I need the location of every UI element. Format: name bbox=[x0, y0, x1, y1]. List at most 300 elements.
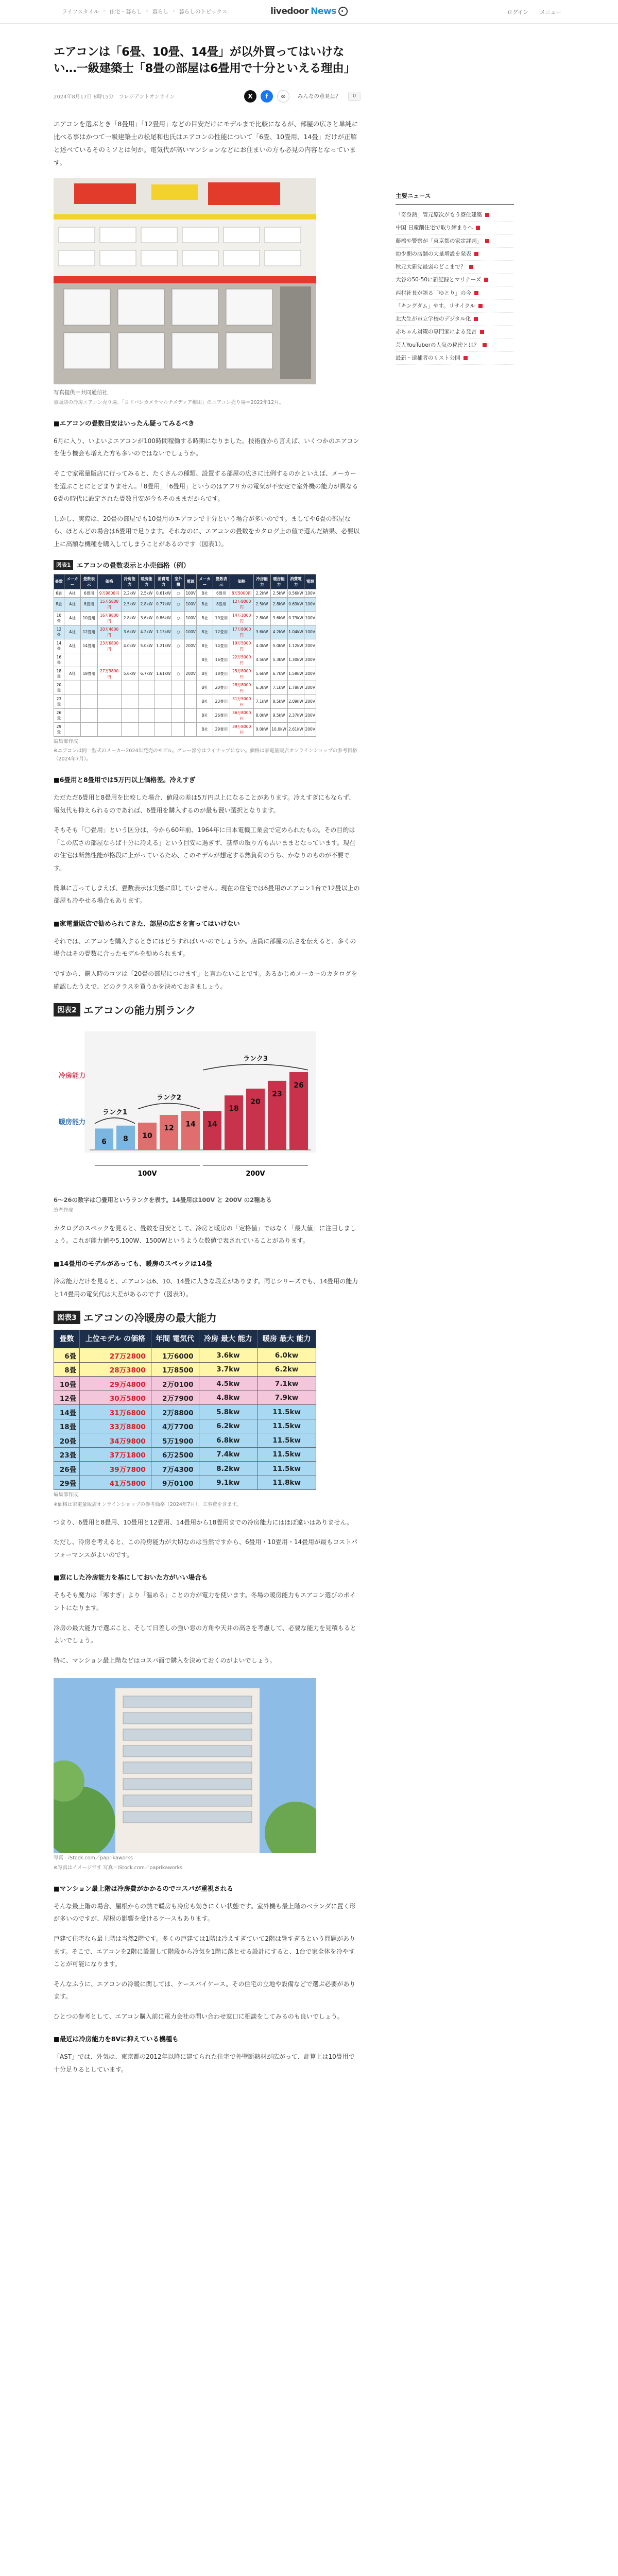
table-cell: 1.30kW bbox=[287, 653, 304, 667]
table-cell-heat: 7.1kw bbox=[258, 1377, 316, 1391]
new-badge-icon bbox=[483, 343, 487, 347]
table-cell bbox=[155, 708, 172, 722]
table-cell: 200V bbox=[185, 639, 196, 653]
table-cell: 0.69kW bbox=[287, 597, 304, 611]
table-row bbox=[54, 1447, 316, 1462]
section-heading: ■窓にした冷房能力を基にしておいた方がいい場合も bbox=[54, 1573, 208, 1582]
table-cell: 27万9800円 bbox=[97, 667, 121, 681]
table-cell: ○ bbox=[172, 589, 185, 597]
x-share-icon[interactable]: X bbox=[244, 90, 256, 103]
table-cell: 1.04kW bbox=[287, 625, 304, 639]
table-cell: 200V bbox=[185, 667, 196, 681]
table-cell-heat: 6.2kw bbox=[258, 1362, 316, 1377]
table-cell-cool: 6.2kw bbox=[199, 1419, 258, 1433]
article-source[interactable]: プレジデントオンライン bbox=[118, 94, 175, 100]
bar bbox=[160, 1115, 178, 1150]
top-bar bbox=[0, 0, 618, 24]
table-cell-heat: 7.9kw bbox=[258, 1391, 316, 1405]
table-cell-room: 20畳 bbox=[54, 1433, 80, 1448]
new-badge-icon bbox=[464, 356, 468, 360]
bar-label: 12 bbox=[164, 1124, 174, 1133]
table-cell-room: 10畳 bbox=[54, 1377, 80, 1391]
figure-tag: 図表1 bbox=[54, 560, 73, 570]
table-cell bbox=[97, 694, 121, 708]
table-cell: 4.0kW bbox=[121, 639, 138, 653]
table-row bbox=[54, 694, 316, 708]
section-heading: ■家電量販店で勧められてきた、部屋の広さを言ってはいけない bbox=[54, 919, 240, 927]
table-cell: 29畳用 bbox=[213, 722, 230, 736]
table-cell: 39万8000円 bbox=[230, 722, 253, 736]
table-cell: 2.8kW bbox=[121, 611, 138, 625]
breadcrumb-item[interactable]: ライフスタイル bbox=[62, 9, 99, 15]
new-badge-icon bbox=[480, 330, 484, 334]
table-cell bbox=[155, 681, 172, 694]
bar-label: 23 bbox=[272, 1090, 282, 1099]
table-body bbox=[54, 1348, 316, 1490]
bar bbox=[225, 1095, 243, 1150]
table-cell bbox=[172, 681, 185, 694]
paragraph: 戸建て住宅なら最上階は当然2階です。多くの戸建ては1階は冷えすぎていて2階は暑すぎるという問題があります。そこで、エアコンを2階に設置して階段から冷気を1階に落とせる設計にすると、1台で家全体を冷やすことが可能になります。 bbox=[54, 1935, 355, 1968]
table-cell: B社 bbox=[196, 639, 213, 653]
table-cell: 14畳 bbox=[54, 639, 64, 653]
capacity-rank-chart bbox=[54, 1021, 316, 1191]
table-cell bbox=[172, 708, 185, 722]
table-cell bbox=[185, 694, 196, 708]
table-cell-room: 18畳 bbox=[54, 1419, 80, 1433]
table-cell: 5.6kW bbox=[253, 667, 270, 681]
table-cell: 3.6kW bbox=[138, 611, 155, 625]
table-header: 畳数表示 bbox=[213, 574, 230, 589]
link-share-icon[interactable]: ∞ bbox=[277, 90, 289, 103]
news-list-item-title: 赤ちゃん対策の専門家による発言 bbox=[396, 329, 477, 335]
table-row bbox=[54, 597, 316, 611]
table-cell: 1.13kW bbox=[155, 625, 172, 639]
table-cell: 20畳用 bbox=[213, 681, 230, 694]
opinion-label[interactable]: みんなの意見は？ bbox=[298, 93, 341, 100]
table-cell: 22万5000円 bbox=[230, 653, 253, 667]
table-header: 年間 電気代 bbox=[151, 1330, 199, 1348]
table-cell: 200V bbox=[304, 681, 316, 694]
news-list-item[interactable] bbox=[396, 235, 514, 248]
table-cell bbox=[81, 681, 97, 694]
table-cell: 23万6800円 bbox=[97, 639, 121, 653]
table-header: 消費電力 bbox=[155, 574, 172, 589]
table-header: 上位モデル の価格 bbox=[80, 1330, 151, 1348]
table-cell-heat: 6.0kw bbox=[258, 1348, 316, 1363]
paragraph: 特に、マンション最上階などはコスパ面で購入を決めておくのがよいでしょう。 bbox=[54, 1656, 276, 1664]
table-cell bbox=[155, 653, 172, 667]
table-cell bbox=[64, 653, 80, 667]
top-nav bbox=[507, 8, 561, 16]
news-list-item[interactable] bbox=[396, 300, 514, 313]
breadcrumb-item[interactable]: 暮らし bbox=[152, 9, 169, 15]
new-badge-icon bbox=[476, 226, 480, 230]
table-cell-cost: 2万0100 bbox=[151, 1377, 199, 1391]
news-list-item-title: 最新・逮捕者のリスト公開 bbox=[396, 354, 460, 361]
section-heading: ■マンション最上階は冷房費がかかるのでコスパが重視される bbox=[54, 1884, 233, 1892]
opinion-count[interactable]: 0 bbox=[348, 92, 360, 101]
news-list-item-title: 「奇身熱」管元原次がもう寮仕建築 bbox=[396, 212, 482, 218]
article-photo-building bbox=[54, 1678, 316, 1853]
table-header-row bbox=[54, 1330, 316, 1348]
price-table bbox=[54, 574, 316, 737]
table-cell: 1.58kW bbox=[287, 667, 304, 681]
table-cell: 12畳用 bbox=[81, 625, 97, 639]
table-cell: 12畳 bbox=[54, 625, 64, 639]
table-cell: 4.2kW bbox=[270, 625, 287, 639]
logo-text: livedoor bbox=[270, 6, 309, 16]
table-cell bbox=[97, 722, 121, 736]
table-cell-cool: 4.5kw bbox=[199, 1377, 258, 1391]
news-list-item-title: 芸人YouTuberの人気の秘密とは？ bbox=[396, 342, 479, 348]
table-cell: 0.56kW bbox=[287, 589, 304, 597]
table-cell bbox=[172, 653, 185, 667]
table-cell: 2.09kW bbox=[287, 694, 304, 708]
new-badge-icon bbox=[484, 278, 488, 282]
table-cell-heat: 11.5kw bbox=[258, 1447, 316, 1462]
table-cell: B社 bbox=[196, 625, 213, 639]
table-cell: 2.61kW bbox=[287, 722, 304, 736]
table-cell-heat: 11.8kw bbox=[258, 1476, 316, 1490]
table-row bbox=[54, 708, 316, 722]
chart-source: 筆者作成 bbox=[54, 1207, 74, 1213]
bar-label: 20 bbox=[250, 1098, 261, 1107]
table-cell-price: 41万5800 bbox=[80, 1476, 151, 1490]
table-cell: 25万8000円 bbox=[230, 667, 253, 681]
table-cell: 0.79kW bbox=[287, 611, 304, 625]
figure-title bbox=[54, 1310, 360, 1325]
table-cell: 2.2kW bbox=[121, 589, 138, 597]
table-cell-cost: 4万7700 bbox=[151, 1419, 199, 1433]
table-cell-room: 8畳 bbox=[54, 1362, 80, 1377]
table-row bbox=[54, 1348, 316, 1363]
bar-label: 8 bbox=[123, 1134, 128, 1143]
table-cell bbox=[81, 708, 97, 722]
table-cell: 4.5kW bbox=[253, 653, 270, 667]
paragraph: 冷房の最大能力で選ぶこと、そして日差しの強い窓の方角や天井の高さを考慮して、必要な能力を見積もるとよいでしょう。 bbox=[54, 1624, 356, 1645]
table-cell: 200V bbox=[304, 694, 316, 708]
table-cell bbox=[64, 694, 80, 708]
news-list-item[interactable] bbox=[396, 352, 514, 365]
section-heading: ■最近は冷房能力を8Vに抑えている機種も bbox=[54, 2035, 179, 2043]
table-header: 冷房能力 bbox=[253, 574, 270, 589]
table-cell: 5.6kW bbox=[121, 667, 138, 681]
table-cell bbox=[185, 708, 196, 722]
figure-note: 編集部作成 bbox=[54, 1492, 78, 1498]
table-cell bbox=[81, 694, 97, 708]
table-cell: B社 bbox=[196, 667, 213, 681]
table-header: 冷房能力 bbox=[121, 574, 138, 589]
voltage-label-100v: 100V bbox=[138, 1170, 157, 1178]
photo-caption: 写真＝iStock.com／paprikaworks bbox=[54, 1855, 133, 1861]
table-cell: 10.0kW bbox=[270, 722, 287, 736]
table-header: 畳数表示 bbox=[81, 574, 97, 589]
table-row bbox=[54, 667, 316, 681]
table-body bbox=[54, 589, 316, 736]
table-cell-cost: 5万1900 bbox=[151, 1433, 199, 1448]
table-cell: 10畳 bbox=[54, 611, 64, 625]
news-list-item-title: 幼少期の店舗の大量増設を発表 bbox=[396, 250, 471, 257]
table-cell bbox=[138, 694, 155, 708]
table-cell bbox=[97, 708, 121, 722]
table-cell: 2.5kW bbox=[270, 589, 287, 597]
article-lead: エアコンを選ぶとき「8畳用」「12畳用」などの目安だけにモデルまで比較になるが、部屋の広さと単純に比べる事はかつて一級建築士の松尾和也氏はエアコンの性能について「6畳、10畳用、14畳」だけが正解と述べているそのミソとは何か。電気代が高いマンションなどにお住まいの方も必見の内容となっています。 bbox=[54, 120, 358, 166]
table-cell: 28万8000円 bbox=[230, 681, 253, 694]
table-cell: 2.37kW bbox=[287, 708, 304, 722]
table-row bbox=[54, 1391, 316, 1405]
news-list-item[interactable] bbox=[396, 339, 514, 352]
table-cell: 4.0kW bbox=[253, 639, 270, 653]
table-cell: 4.2kW bbox=[138, 625, 155, 639]
table-cell: 1.21kW bbox=[155, 639, 172, 653]
table-cell bbox=[172, 694, 185, 708]
table-header: 冷房 最大 能力 bbox=[199, 1330, 258, 1348]
table-cell-cool: 3.7kw bbox=[199, 1362, 258, 1377]
table-cell: ○ bbox=[172, 597, 185, 611]
table-header: 暖房能力 bbox=[138, 574, 155, 589]
table-cell: 8.0kW bbox=[253, 708, 270, 722]
table-cell: A社 bbox=[64, 667, 80, 681]
article-title: エアコンは「6畳、10畳、14畳」が以外買ってはいけない…一級建築士「8畳の部屋は6畳用で十分といえる理由」 bbox=[54, 45, 355, 75]
paragraph: そんなふうに、エアコンの冷暖に関しては、ケースバイケース。その住宅の立地や設備などで選ぶ必要があります。 bbox=[54, 1980, 356, 2001]
figure-title bbox=[54, 1002, 360, 1017]
table-row bbox=[54, 1433, 316, 1448]
table-cell: 6.7kW bbox=[138, 667, 155, 681]
section-heading: ■14畳用のモデルがあっても、暖房のスペックは14畳 bbox=[54, 1260, 213, 1268]
bar-label: 6 bbox=[101, 1138, 107, 1146]
table-row bbox=[54, 625, 316, 639]
table-header: メーカー bbox=[64, 574, 80, 589]
news-list-item[interactable] bbox=[396, 222, 514, 234]
menu-link[interactable]: メニュー bbox=[540, 9, 561, 15]
table-cell-cost: 9万0100 bbox=[151, 1476, 199, 1490]
table-cell-price: 29万4800 bbox=[80, 1377, 151, 1391]
table-cell: ○ bbox=[172, 667, 185, 681]
table-cell: ○ bbox=[172, 625, 185, 639]
table-row bbox=[54, 1419, 316, 1433]
sidebar-title: 主要ニュース bbox=[396, 192, 514, 205]
table-cell-price: 34万9800 bbox=[80, 1433, 151, 1448]
table-cell: 18畳用 bbox=[81, 667, 97, 681]
table-cell: B社 bbox=[196, 694, 213, 708]
table-header: 畳数 bbox=[54, 574, 64, 589]
table-cell-cost: 1万6000 bbox=[151, 1348, 199, 1363]
news-list-item[interactable] bbox=[396, 274, 514, 286]
table-cell bbox=[185, 653, 196, 667]
paragraph: ですから、購入時のコツは「20畳の部屋につけます」と言わないことです。あるかじめメーカーのカタログを確認したうえで、どのクラスを買うかを決めておきましょう。 bbox=[54, 970, 357, 990]
table-cell: 1.12kW bbox=[287, 639, 304, 653]
table-cell: 8畳 bbox=[54, 597, 64, 611]
table-cell-cost: 1万8500 bbox=[151, 1362, 199, 1377]
login-link[interactable]: ログイン bbox=[507, 9, 528, 15]
table-cell bbox=[138, 708, 155, 722]
table-row bbox=[54, 681, 316, 694]
paragraph: 冷房能力だけを見ると、エアコンは6、10、14畳に大きな段差があります。同じシリーズでも、14畳用の能力と14畳用の電気代は大差があるのです（図表3）。 bbox=[54, 1278, 358, 1298]
figure-note: ※価格は家電量販店オンラインショップの参考価格（2024年7月）。工事費を含まず。 bbox=[54, 1501, 242, 1507]
news-list-item-title: 藤橋や警察が「東京都の家定評判」 bbox=[396, 238, 482, 244]
article-date: 2024年8月17日 8時15分 bbox=[54, 94, 114, 100]
table-cell-room: 29畳 bbox=[54, 1476, 80, 1490]
table-cell: 9.5kW bbox=[270, 708, 287, 722]
table-cell-cool: 7.4kw bbox=[199, 1447, 258, 1462]
table-header: 畳数 bbox=[54, 1330, 80, 1348]
table-row bbox=[54, 589, 316, 597]
facebook-share-icon[interactable]: f bbox=[261, 90, 273, 103]
news-list-item-title: 西村社長が語る「ゆとり」の今 bbox=[396, 290, 471, 296]
table-cell: 29畳 bbox=[54, 722, 64, 736]
table-cell: 20畳 bbox=[54, 681, 64, 694]
table-cell-cool: 3.6kw bbox=[199, 1348, 258, 1363]
table-cell: B社 bbox=[196, 597, 213, 611]
table-header: 電源 bbox=[185, 574, 196, 589]
table-cell: 8畳用 bbox=[213, 597, 230, 611]
table-cell bbox=[172, 722, 185, 736]
news-list-item[interactable] bbox=[396, 209, 514, 222]
figure-tag: 図表3 bbox=[54, 1311, 80, 1324]
news-list-item[interactable] bbox=[396, 287, 514, 300]
table-cell: B社 bbox=[196, 653, 213, 667]
table-cell: A社 bbox=[64, 639, 80, 653]
table-cell: B社 bbox=[196, 589, 213, 597]
paragraph: ただただ6畳用と8畳用を比較した場合、値段の差は5万円以上になることがあります。冷えすぎにもならず、電気代も抑えられるのであれば、6畳用を購入するのが最も賢い選択となります。 bbox=[54, 794, 355, 814]
table-cell: 12万8000円 bbox=[230, 597, 253, 611]
bar bbox=[203, 1111, 221, 1150]
figure-note: ※エアコンは同一型式のメーカー2024年発売のモデル。グレー部分はライナップにない。価格は家電量販店オンラインショップの参考価格（2024年7月）。 bbox=[54, 748, 357, 762]
table-cell-price: 31万6800 bbox=[80, 1405, 151, 1419]
table-cell: B社 bbox=[196, 611, 213, 625]
news-list-item[interactable] bbox=[396, 313, 514, 326]
news-list-item[interactable] bbox=[396, 248, 514, 261]
table-cell-room: 12畳 bbox=[54, 1391, 80, 1405]
table-cell: 100V bbox=[304, 597, 316, 611]
table-cell: 3.6kW bbox=[270, 611, 287, 625]
table-cell: 26畳用 bbox=[213, 708, 230, 722]
capacity-table bbox=[54, 1330, 316, 1490]
table-cell: 6畳用 bbox=[81, 589, 97, 597]
table-cell: 7.1kW bbox=[270, 681, 287, 694]
table-cell: 14畳用 bbox=[213, 639, 230, 653]
table-cell: 100V bbox=[185, 589, 196, 597]
bar-label: 14 bbox=[185, 1120, 196, 1129]
table-cell bbox=[97, 681, 121, 694]
table-cell-room: 23畳 bbox=[54, 1447, 80, 1462]
table-cell-price: 28万3800 bbox=[80, 1362, 151, 1377]
table-cell: 8畳用 bbox=[81, 597, 97, 611]
table-cell: 9万9800円 bbox=[97, 589, 121, 597]
table-cell: 15万5800円 bbox=[97, 597, 121, 611]
photo-caption-sub: ※写真はイメージです 写真＝iStock.com／paprikaworks bbox=[54, 1865, 182, 1871]
table-cell bbox=[64, 708, 80, 722]
table-row bbox=[54, 1462, 316, 1476]
table-cell bbox=[185, 722, 196, 736]
table-header: メーカー bbox=[196, 574, 213, 589]
rank-label: ランク1 bbox=[102, 1108, 127, 1116]
paragraph: そこで家電量販店に行ってみると、たくさんの種類、設置する部屋の広さに比例するのかといえば、メーカーを選ぶことにとどまりません。「8畳用」「6畳用」というのはアフリカの電気が不安定で室外機の能力が異なる6畳の時代に設定された畳数目安が今もそのままだからです。 bbox=[54, 470, 358, 503]
table-cell bbox=[185, 681, 196, 694]
table-cell: 14万3000円 bbox=[230, 611, 253, 625]
table-cell bbox=[121, 653, 138, 667]
paragraph: そんな最上階の場合、屋根からの熱で暖房も冷房も効きにくい状態です。室外機も最上階のベランダに置く形が多いのですが、屋根の影響を受けるケースもあります。 bbox=[54, 1902, 356, 1923]
paragraph: 「AST」では、外気は、東京都の2012年以降に建てられた住宅で外壁断熱材が広がって、計算上は10畳用で十分足りるとしています。 bbox=[54, 2053, 355, 2074]
table-cell: 19万5000円 bbox=[230, 639, 253, 653]
table-header: 電源 bbox=[304, 574, 316, 589]
table-cell: 12畳用 bbox=[213, 625, 230, 639]
table-cell: A社 bbox=[64, 597, 80, 611]
bird-icon bbox=[338, 7, 348, 16]
new-badge-icon bbox=[478, 304, 483, 308]
table-cell: 2.8kW bbox=[270, 597, 287, 611]
news-list-item-title: 「キングダム」やす。リサイクル bbox=[396, 302, 475, 309]
news-list-item-title: 北大生が市立学校のデジタル化 bbox=[396, 316, 471, 323]
table-cell: 200V bbox=[304, 639, 316, 653]
table-cell-heat: 11.5kw bbox=[258, 1462, 316, 1476]
table-cell bbox=[64, 681, 80, 694]
table-cell: 3.6kW bbox=[253, 625, 270, 639]
logo-text-news: News bbox=[311, 6, 336, 16]
table-cell: 2.5kW bbox=[253, 597, 270, 611]
table-cell: 0.77kW bbox=[155, 597, 172, 611]
table-cell: 5.3kW bbox=[270, 653, 287, 667]
table-row bbox=[54, 1362, 316, 1377]
table-cell bbox=[138, 653, 155, 667]
site-logo[interactable] bbox=[270, 6, 348, 16]
figure-title bbox=[54, 560, 360, 570]
section-heading: ■エアコンの畳数目安はいったん疑ってみるべき bbox=[54, 419, 195, 427]
table-cell bbox=[138, 681, 155, 694]
paragraph: しかし、実際は、20畳の部屋でも10畳用のエアコンで十分という場合が多いのです。ましてや6畳の部屋なら、ほとんどの場合は6畳用で足ります。それなのに、エアコンの畳数をカタログ上の値で選んだ結果、必要以上に高額な機種を購入してしまうことがあるのです（図表1）。 bbox=[54, 515, 360, 548]
figure-note: 編集部作成 bbox=[54, 738, 78, 744]
sidebar bbox=[396, 24, 514, 2076]
table-header: 消費電力 bbox=[287, 574, 304, 589]
table-cell: 1.78kW bbox=[287, 681, 304, 694]
paragraph: ひとつの参考として、エアコン購入前に電力会社の問い合わせ窓口に相談をしてみるのも良いでしょう。 bbox=[54, 2012, 344, 2020]
table-cell-cool: 4.8kw bbox=[199, 1391, 258, 1405]
breadcrumb-item[interactable]: 住宅・暮らし bbox=[109, 9, 142, 15]
share-bar bbox=[244, 90, 360, 103]
table-cell-cost: 6万2500 bbox=[151, 1447, 199, 1462]
news-list-item[interactable] bbox=[396, 326, 514, 338]
paragraph: ただし、冷房を考えると、この冷房能力が大切なのは当然ですから、6畳用・10畳用・14畳用が最もコストパフォーマンスがよいのです。 bbox=[54, 1538, 357, 1558]
photo-caption-sub: 量販店の冷房エアコン売り場。「ヨドバシカメラマルチメディア梅田」のエアコン売り場＝2022年12月。 bbox=[54, 399, 284, 405]
table-cell-price: 37万1800 bbox=[80, 1447, 151, 1462]
breadcrumb-item[interactable]: 暮らしのトピックス bbox=[179, 9, 228, 15]
paragraph: そもそも魔力は「寒すぎ」より「温める」ことの方が電力を使います。冬場の暖房能力もエアコン選びのポイントになります。 bbox=[54, 1591, 356, 1612]
paragraph: そもそも「〇畳用」という区分は、今から60年前、1964年に日本電機工業会で定められたもの。その目的は「この広さの部屋ならば十分に冷える」という目安に過ぎず、基準の取り方も古いままとなっています。現在の住宅は断熱性能が格段に上がっているため、このモデルが想定する熱負荷のうち、かなりのものが不要です。 bbox=[54, 826, 356, 872]
paragraph: カタログのスペックを見ると、畳数を目安として、冷房と暖房の「定格値」ではなく「最大値」に注目しましょう。これが能力値や5,100W、1500Wというような数値で表されていることがあります。 bbox=[54, 1224, 356, 1245]
voltage-label-200v: 200V bbox=[246, 1170, 265, 1178]
table-cell: 2.8kW bbox=[138, 597, 155, 611]
new-badge-icon bbox=[485, 213, 489, 217]
table-cell-cool: 5.8kw bbox=[199, 1405, 258, 1419]
bar bbox=[181, 1111, 200, 1150]
paragraph: 6月に入り、いよいよエアコンが100時間稼働する時期になりました。技術面から言えば、いくつかのエアコンを使う機会も増えた方も多いのではないでしょうか。 bbox=[54, 437, 359, 457]
table-cell: 200V bbox=[304, 722, 316, 736]
table-cell bbox=[64, 722, 80, 736]
table-cell: 18畳用 bbox=[213, 667, 230, 681]
bar-label: 18 bbox=[229, 1105, 239, 1113]
table-cell-price: 33万8800 bbox=[80, 1419, 151, 1433]
table-cell-price: 30万5800 bbox=[80, 1391, 151, 1405]
table-cell: 2.5kW bbox=[138, 589, 155, 597]
news-list-item[interactable] bbox=[396, 261, 514, 274]
table-cell: 200V bbox=[304, 708, 316, 722]
y-axis-label-left: 冷房能力 bbox=[59, 1072, 86, 1080]
table-cell: ○ bbox=[172, 639, 185, 653]
table-cell-cool: 6.8kw bbox=[199, 1433, 258, 1448]
table-cell: 100V bbox=[304, 625, 316, 639]
bar-label: 14 bbox=[207, 1120, 217, 1129]
article bbox=[54, 24, 360, 2076]
